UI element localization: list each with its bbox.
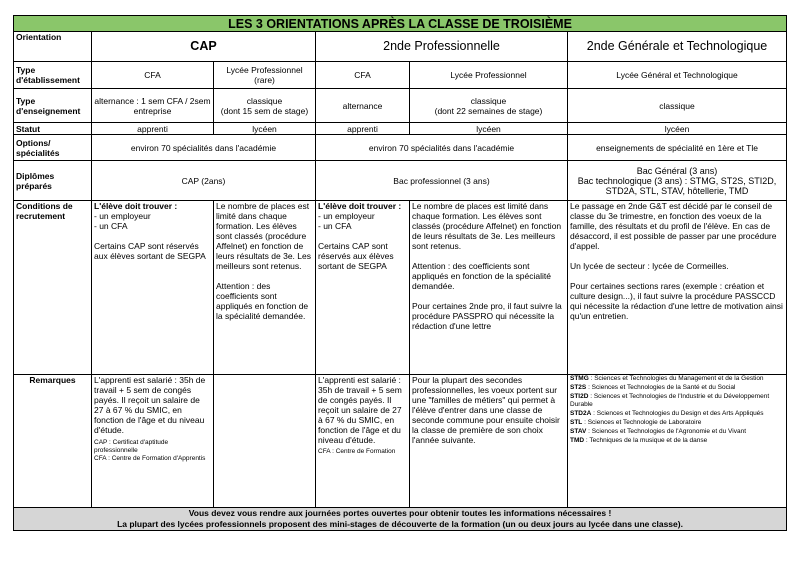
remarques-pro-cfa-note: CFA : Centre de Formation <box>318 448 396 455</box>
type-ens-cap-cfa: alternance : 1 sem CFA / 2sem entreprise <box>92 89 214 123</box>
remarques-pro-cfa-text: L'apprenti est salarié : 35h de travail + 5 sem de congés payés. Il reçoit un salaire de 27 à 67 % du SMIC, en fonction de l'âge et du niveau d'étude. <box>318 375 402 445</box>
statut-cap-lycee: lycéen <box>214 123 316 135</box>
specialite-item <box>570 419 784 427</box>
options-gt: enseignements de spécialité en 1ère et Tle <box>568 135 787 161</box>
orientation-document <box>13 15 786 531</box>
row-label-type-enseignement: Type d'enseignement <box>14 89 92 123</box>
conditions-gt-text: Le passage en 2nde G&T est décidé par le conseil de classe du 3e trimestre, en fonction des voeux de la famille, des résultats et du profil de l'élève. En cas de désaccord, il est possible de passer par une procédure d'appel. Un lycée de secteur : lycée de Cormeilles. Pour certaines sections rares (exemple : création et culture design...), il faut suivre la procédure PASSCCD qui nécessite la rédaction d'une lettre de motivation ainsi qu'un entretien. <box>570 201 783 321</box>
conditions-cap-lycee-text: Le nombre de places est limité dans chaque formation. Les élèves sont classés (procédure Affelnet) en fonction de leurs résultats de 3e. Les meilleurs sont retenus. Attention : des coefficients sont appliqués en fonction de la spécialité demandée. <box>216 201 311 321</box>
options-pro: environ 70 spécialités dans l'académie <box>316 135 568 161</box>
type-etab-cap-cfa: CFA <box>92 62 214 89</box>
row-label-diplomes: Diplômes préparés <box>14 161 92 201</box>
row-label-remarques: Remarques <box>14 375 92 508</box>
row-label-statut: Statut <box>14 123 92 135</box>
options-cap: environ 70 spécialités dans l'académie <box>92 135 316 161</box>
specialite-description: : Sciences et Technologies du Design et des Arts Appliqués <box>591 410 764 417</box>
specialite-item <box>570 384 784 392</box>
remarques-cap-text: L'apprenti est salarié : 35h de travail + 5 sem de congés payés. Il reçoit un salaire de 27 à 67 % du SMIC, en fonction de l'âge et du niveau d'étude. <box>94 375 206 435</box>
type-ens-pro-lycee: classique (dont 22 semaines de stage) <box>434 95 543 116</box>
specialite-description: : Sciences et Technologies de la Santé et du Social <box>586 384 736 391</box>
specialite-description: : Sciences et Technologie de Laboratoire <box>582 419 702 426</box>
document-title: LES 3 ORIENTATIONS APRÈS LA CLASSE DE TROISIÈME <box>14 16 787 32</box>
diplome-pro: Bac professionnel (3 ans) <box>316 161 568 201</box>
type-ens-pro-cfa: alternance <box>316 89 410 123</box>
orientation-table <box>13 15 787 531</box>
statut-gt: lycéen <box>568 123 787 135</box>
row-label-type-etablissement: Type d'établissement <box>14 62 92 89</box>
specialite-description: : Techniques de la musique et de la danse <box>584 437 708 444</box>
type-ens-cap-lycee: classique (dont 15 sem de stage) <box>220 95 309 116</box>
specialite-description: : Sciences et Technologies de l'Agronomie et du Vivant <box>586 428 747 435</box>
header-2nde-gt: 2nde Générale et Technologique <box>568 32 787 62</box>
statut-cap-cfa: apprenti <box>92 123 214 135</box>
specialite-abbr: ST2S <box>570 384 587 391</box>
specialite-abbr: STD2A <box>570 410 592 417</box>
specialite-item <box>570 393 784 409</box>
diplome-cap: CAP (2ans) <box>92 161 316 201</box>
type-ens-gt: classique <box>568 89 787 123</box>
specialite-description: : Sciences et Technologies du Management et de la Gestion <box>588 375 764 382</box>
header-2nde-pro: 2nde Professionnelle <box>316 32 568 62</box>
conditions-pro-lycee-text: Le nombre de places est limité dans chaque formation. Les élèves sont classés (procédure Affelnet) en fonction de leurs résultats de 3e. Les meilleurs sont retenus. Attention : des coefficients sont appliqués en fonction de la spécialité demandée. Pour certaines 2nde pro, il faut suivre la procédure PASSPRO qui nécessite la rédaction d'une lettre <box>412 201 562 331</box>
row-label-orientation: Orientation <box>14 32 92 62</box>
specialite-abbr: STMG <box>570 375 589 382</box>
specialites-abbrev-list <box>570 375 784 445</box>
remarques-pro-lycee-text: Pour la plupart des secondes professionnelles, les voeux portent sur une "familles de métiers" qui permet à l'élève d'entrer dans une classe de seconde commune pour ensuite choisir la classe de première de son choix l'année suivante. <box>410 375 568 508</box>
row-label-options: Options/ spécialités <box>14 135 92 161</box>
type-etab-pro-lycee: Lycée Professionnel <box>410 62 568 89</box>
type-etab-cap-lycee: Lycée Professionnel (rare) <box>214 62 316 89</box>
specialite-abbr: STI2D <box>570 393 589 400</box>
row-label-conditions: Conditions de recrutement <box>14 201 92 375</box>
conditions-cap-cfa-heading: L'élève doit trouver : <box>94 201 178 211</box>
statut-pro-lycee: lycéen <box>410 123 568 135</box>
specialite-description: : Sciences et Technologies de l'Industrie et du Développement Durable <box>570 393 770 408</box>
specialite-abbr: TMD <box>570 437 585 444</box>
footer-line-2: La plupart des lycées professionnels proposent des mini-stages de découverte de la formation (un ou deux jours au lycée dans une classe). <box>117 519 683 529</box>
specialite-item <box>570 375 784 383</box>
specialite-abbr: STAV <box>570 428 587 435</box>
diplome-gt: Bac Général (3 ans) Bac technologique (3 ans) : STMG, ST2S, STI2D, STD2A, STL, STAV, hôtellerie, TMD <box>577 165 777 196</box>
remarques-cap-notes: CAP : Certificat d'aptitude professionnelle CFA : Centre de Formation d'Apprentis <box>94 439 206 462</box>
conditions-pro-cfa-heading: L'élève doit trouver : <box>318 201 402 211</box>
conditions-cap-cfa-text: - un employeur - un CFA Certains CAP sont réservés aux élèves sortant de SEGPA <box>94 211 206 261</box>
specialite-item <box>570 428 784 436</box>
type-etab-gt: Lycée Général et Technologique <box>568 62 787 89</box>
footer-line-1: Vous devez vous rendre aux journées portes ouvertes pour obtenir toutes les informations nécessaires ! <box>188 508 612 518</box>
conditions-pro-cfa-text: - un employeur - un CFA Certains CAP sont réservés aux élèves sortant de SEGPA <box>318 211 394 271</box>
type-etab-pro-cfa: CFA <box>316 62 410 89</box>
header-cap: CAP <box>92 32 316 62</box>
specialite-item <box>570 437 784 445</box>
specialite-item <box>570 410 784 418</box>
specialite-abbr: STL <box>570 419 583 426</box>
statut-pro-cfa: apprenti <box>316 123 410 135</box>
